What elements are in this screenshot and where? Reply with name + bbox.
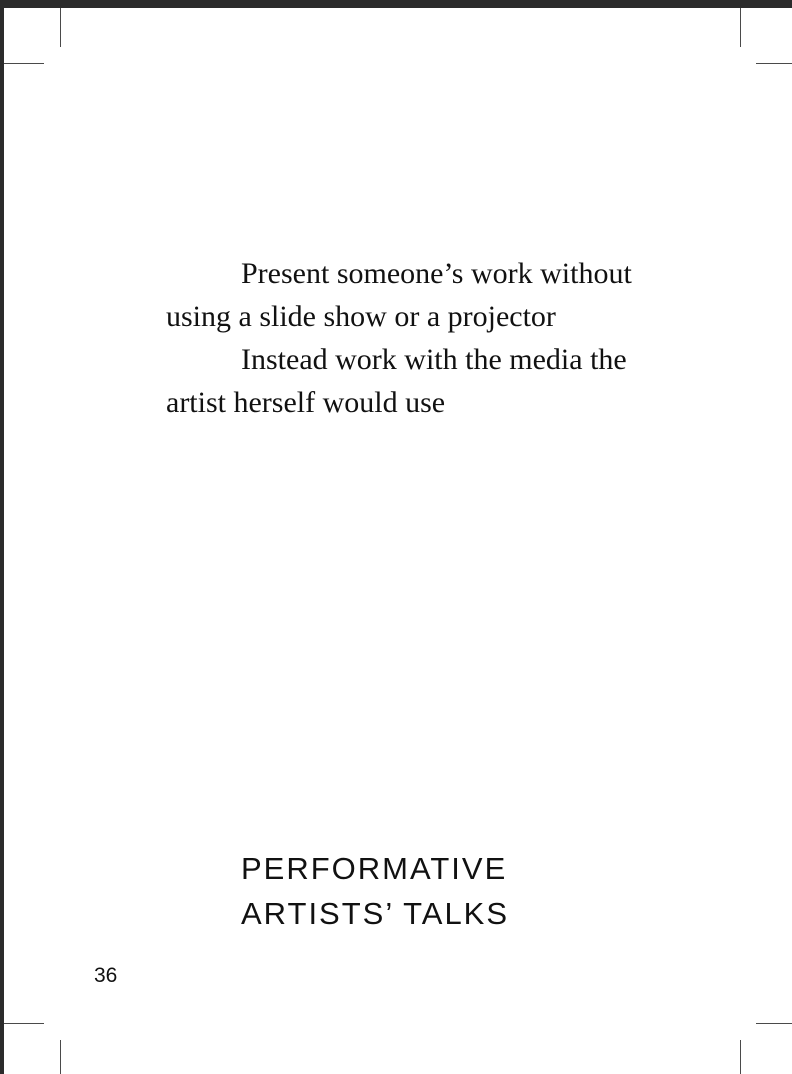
crop-mark-bottom-right-vertical: [740, 1040, 741, 1074]
crop-mark-top-left-vertical: [60, 8, 61, 47]
crop-mark-top-right-vertical: [740, 8, 741, 47]
viewer-top-border: [0, 0, 792, 8]
instruction-paragraph-1: Present someone’s work without using a slide show or a projector: [166, 257, 632, 333]
section-title-line-2: ARTISTS’ TALKS: [241, 896, 510, 931]
viewer-left-border: [0, 0, 4, 1074]
page-number: 36: [94, 964, 118, 987]
crop-mark-bottom-right-horizontal: [756, 1023, 792, 1024]
crop-mark-top-left-horizontal: [4, 63, 44, 64]
crop-mark-bottom-left-vertical: [60, 1040, 61, 1074]
section-title-line-1: PERFORMATIVE: [241, 851, 508, 886]
instruction-text: [166, 252, 646, 424]
crop-mark-bottom-left-horizontal: [4, 1023, 44, 1024]
section-title: [241, 846, 509, 936]
crop-mark-top-right-horizontal: [756, 63, 792, 64]
instruction-paragraph-2: Instead work with the media the artist herself would use: [166, 343, 627, 419]
